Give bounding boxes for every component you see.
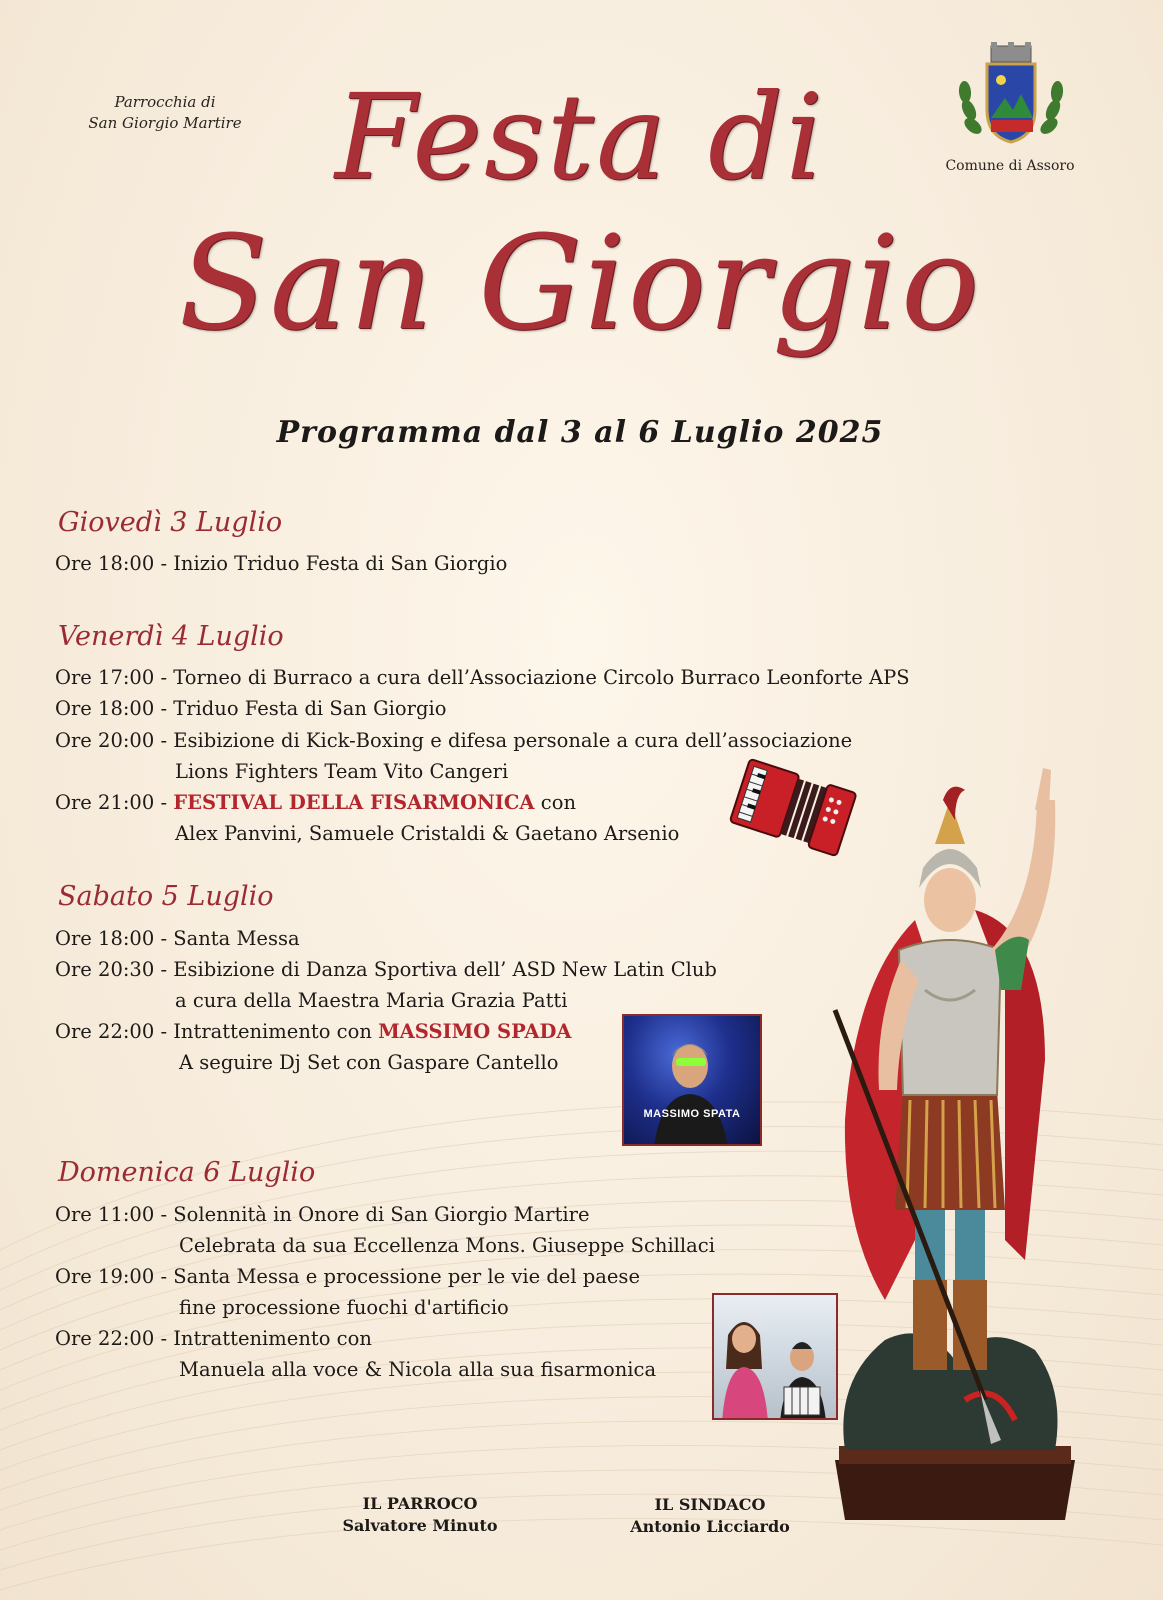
parish-line-1: Parrocchia di (114, 93, 216, 111)
event-time: Ore 19:00 - (55, 1265, 174, 1288)
festival-title-line-2: San Giorgio (178, 207, 982, 359)
event-text: Santa Messa e processione per le vie del paese (173, 1265, 640, 1288)
event-row (55, 923, 300, 954)
event-row (55, 548, 507, 579)
festival-title-line-1: Festa di (334, 68, 826, 206)
event-row (55, 1199, 590, 1230)
event-time: Ore 22:00 - (55, 1327, 174, 1350)
day-heading: Giovedì 3 Luglio (58, 507, 283, 538)
event-continuation: Manuela alla voce & Nicola alla sua fisarmonica (179, 1358, 657, 1381)
event-continuation: a cura della Maestra Maria Grazia Patti (175, 989, 568, 1012)
event-row (55, 693, 446, 724)
event-text: Esibizione di Kick-Boxing e difesa personale a cura dell’associazione (173, 729, 853, 752)
event-text: Inizio Triduo Festa di San Giorgio (173, 552, 508, 575)
event-text: Esibizione di Danza Sportiva dell’ ASD New Latin Club (173, 958, 717, 981)
event-text: con (534, 791, 576, 814)
sindaco-title: IL SINDACO (654, 1495, 766, 1514)
event-time: Ore 22:00 - (55, 1020, 174, 1043)
event-continuation: Celebrata da sua Eccellenza Mons. Giuseppe Schillaci (179, 1234, 715, 1257)
event-continuation: fine processione fuochi d'artificio (179, 1296, 509, 1319)
day-heading: Venerdì 4 Luglio (58, 621, 284, 652)
event-continuation: Lions Fighters Team Vito Cangeri (175, 760, 509, 783)
event-highlight: MASSIMO SPADA (378, 1020, 572, 1043)
comune-label: Comune di Assoro (945, 158, 1075, 174)
parish-line-2: San Giorgio Martire (88, 114, 242, 132)
event-row (55, 1323, 372, 1354)
event-text: Intrattenimento con (173, 1020, 379, 1043)
event-row (55, 1261, 640, 1292)
massimo-spada-photo (622, 1014, 762, 1146)
parroco-signature (320, 1493, 520, 1537)
event-text: Triduo Festa di San Giorgio (173, 697, 447, 720)
event-time: Ore 11:00 - (55, 1203, 174, 1226)
event-time: Ore 18:00 - (55, 927, 174, 950)
event-time: Ore 20:00 - (55, 729, 174, 752)
program-dates-subtitle: Programma dal 3 al 6 Luglio 2025 (276, 415, 884, 450)
event-time: Ore 20:30 - (55, 958, 174, 981)
event-continuation: Alex Panvini, Samuele Cristaldi & Gaetano Arsenio (175, 822, 680, 845)
day-heading: Domenica 6 Luglio (58, 1157, 316, 1188)
event-time: Ore 21:00 - (55, 791, 174, 814)
event-row (55, 662, 910, 693)
event-row (55, 1016, 572, 1047)
event-time: Ore 17:00 - (55, 666, 174, 689)
event-time: Ore 18:00 - (55, 552, 174, 575)
sindaco-signature (600, 1494, 820, 1538)
event-continuation: A seguire Dj Set con Gaspare Cantello (179, 1051, 559, 1074)
san-giorgio-statue-illustration (815, 760, 1095, 1520)
sindaco-name: Antonio Licciardo (630, 1517, 790, 1536)
day-heading: Sabato 5 Luglio (58, 881, 274, 912)
comune-crest-icon (955, 40, 1067, 152)
event-highlight: FESTIVAL DELLA FISARMONICA (173, 791, 535, 814)
parroco-title: IL PARROCO (362, 1494, 478, 1513)
event-text: Intrattenimento con (173, 1327, 372, 1350)
event-text: Santa Messa (173, 927, 300, 950)
photo-caption: MASSIMO SPATA (643, 1108, 741, 1120)
parroco-name: Salvatore Minuto (342, 1516, 498, 1535)
event-row (55, 954, 717, 985)
event-text: Solennità in Onore di San Giorgio Martire (173, 1203, 590, 1226)
event-text: Torneo di Burraco a cura dell’Associazione Circolo Burraco Leonforte APS (173, 666, 910, 689)
event-row (55, 787, 576, 818)
event-time: Ore 18:00 - (55, 697, 174, 720)
